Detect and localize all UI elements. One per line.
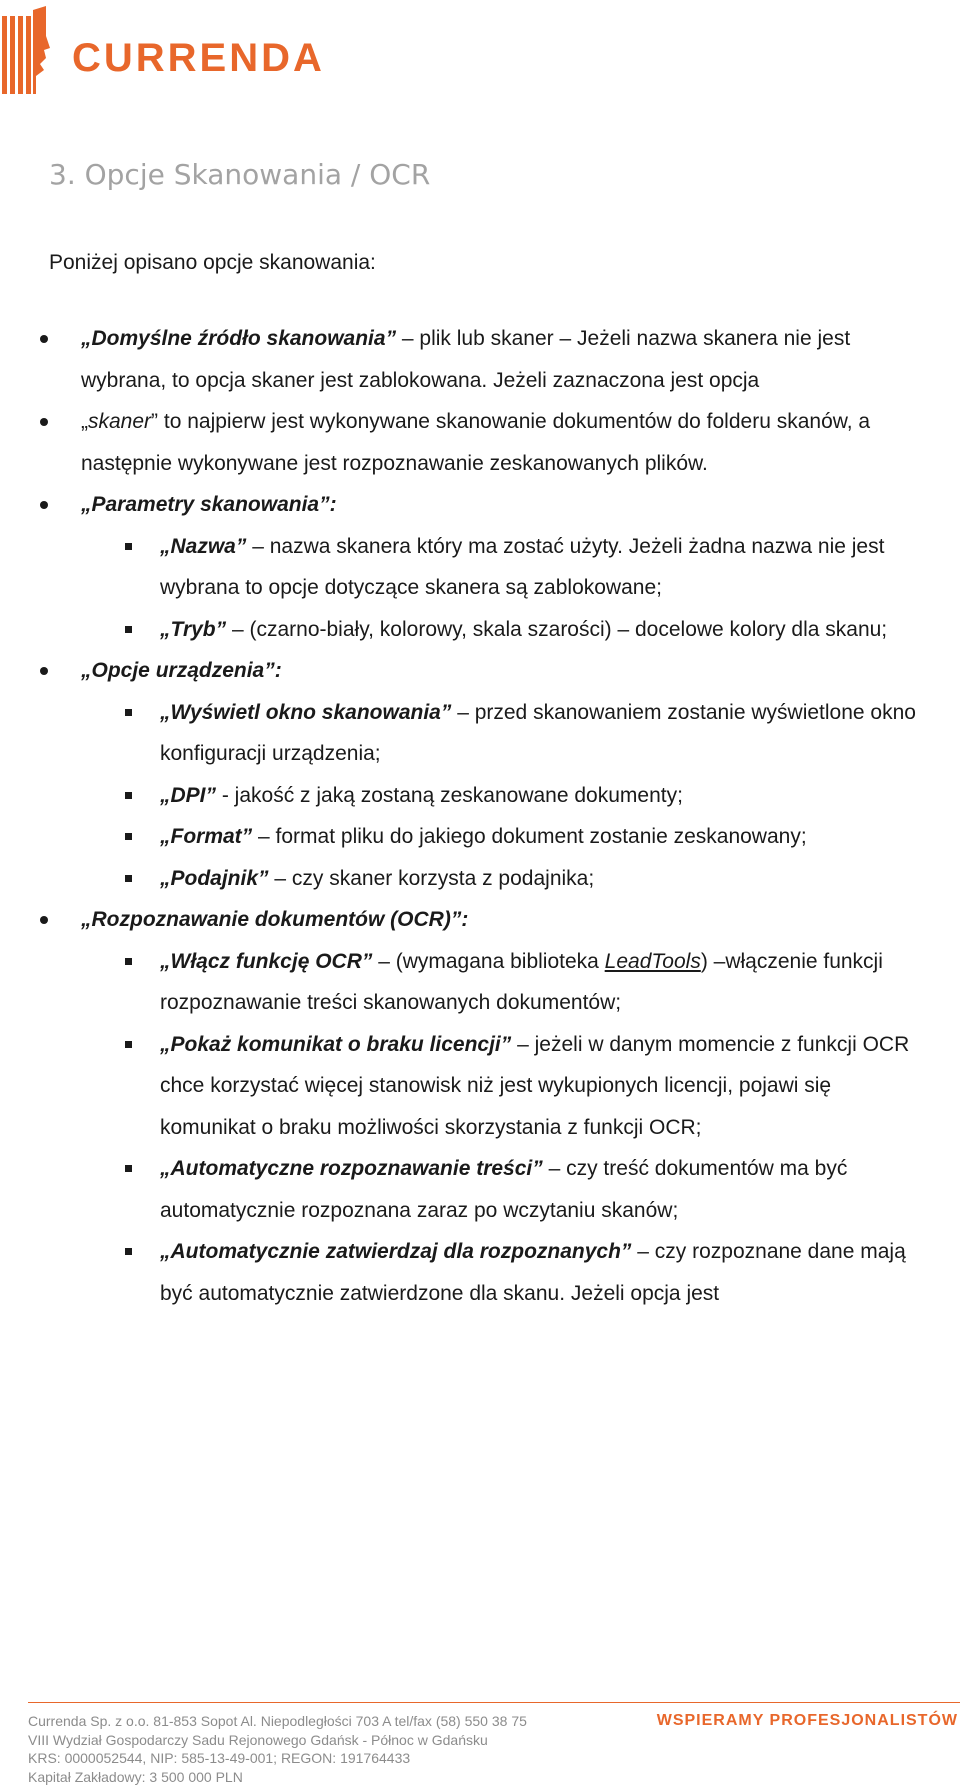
item-text: „	[81, 410, 88, 433]
footer-divider	[28, 1702, 960, 1703]
option-term: „Rozpoznawanie dokumentów (OCR)”:	[81, 908, 469, 931]
item-text: – przed skanowaniem zostanie wyświetlone okno konfiguracji urządzenia;	[160, 700, 916, 765]
square-bullet-icon	[125, 875, 132, 882]
item-text: skaner	[88, 410, 152, 433]
square-bullet-icon	[125, 1041, 132, 1048]
list-item	[0, 526, 960, 609]
square-bullet-icon	[125, 833, 132, 840]
round-bullet-icon	[40, 916, 48, 924]
list-item	[0, 401, 960, 484]
list-item	[0, 941, 960, 1024]
option-term: „DPI”	[160, 783, 217, 807]
square-bullet-icon	[125, 626, 132, 633]
square-bullet-icon	[125, 1165, 132, 1172]
brand-logo-text: CURRENDA	[72, 36, 325, 80]
list-item	[0, 1231, 960, 1314]
item-text: – (czarno-biały, kolorowy, skala szarości) – docelowe kolory dla skanu;	[226, 617, 888, 641]
item-text: – plik lub skaner – Jeżeli nazwa skanera nie jest wybrana, to opcja skaner jest zablokowana. Jeżeli zaznaczona jest opcja	[81, 327, 851, 392]
item-text: – jeżeli w danym momencie z funkcji OCR chce korzystać więcej stanowisk niż jest wykupionych licencji, pojawi się komunikat o braku możliwości skorzystania z funkcji OCR;	[160, 1032, 910, 1139]
option-term: „Automatyczne rozpoznawanie treści”	[160, 1157, 543, 1180]
round-bullet-icon	[40, 667, 48, 675]
list-item	[0, 1148, 960, 1231]
footer-line: Kapitał Zakładowy: 3 500 000 PLN	[28, 1768, 243, 1785]
section-title: 3. Opcje Skanowania / OCR	[49, 158, 431, 191]
item-text: – (wymagana biblioteka	[372, 949, 605, 973]
list-item	[0, 858, 960, 900]
item-text: ) –włączenie funkcji rozpoznawanie treści skanowanych dokumentów;	[160, 949, 883, 1014]
option-term: „Pokaż komunikat o braku licencji”	[160, 1032, 512, 1056]
round-bullet-icon	[40, 418, 48, 426]
option-term: „Wyświetl okno skanowania”	[160, 700, 452, 724]
list-item	[0, 650, 960, 692]
list-item	[0, 609, 960, 651]
item-text: - jakość z jaką zostaną zeskanowane dokumenty;	[216, 783, 683, 807]
item-text: – czy rozpoznane dane mają być automatycznie zatwierdzone dla skanu. Jeżeli opcja jest	[160, 1240, 906, 1305]
square-bullet-icon	[125, 792, 132, 799]
option-term: „Format”	[160, 825, 253, 848]
option-term: „Parametry skanowania”:	[81, 493, 337, 516]
item-text: – format pliku do jakiego dokument zostanie zeskanowany;	[252, 825, 807, 848]
footer-line: Currenda Sp. z o.o. 81-853 Sopot Al. Niepodległości 703 A tel/fax (58) 550 38 75	[28, 1713, 527, 1729]
option-term: „Domyślne źródło skanowania”	[81, 327, 397, 350]
currenda-logo-icon	[0, 6, 52, 98]
round-bullet-icon	[40, 501, 48, 509]
square-bullet-icon	[125, 543, 132, 550]
square-bullet-icon	[125, 958, 132, 965]
option-term: „Nazwa”	[160, 534, 247, 558]
square-bullet-icon	[125, 709, 132, 716]
list-item	[0, 484, 960, 526]
list-item	[0, 692, 960, 775]
list-item	[0, 775, 960, 817]
round-bullet-icon	[40, 335, 48, 343]
item-text: – czy skaner korzysta z podajnika;	[268, 866, 595, 890]
page-header	[0, 0, 960, 110]
list-item	[0, 1024, 960, 1149]
list-item	[0, 318, 960, 401]
list-item	[0, 899, 960, 941]
option-term: „Opcje urządzenia”:	[81, 659, 282, 682]
square-bullet-icon	[125, 1248, 132, 1255]
footer-line: KRS: 0000052544, NIP: 585-13-49-001; REGON: 191764433	[28, 1750, 411, 1766]
option-term: „Włącz funkcję OCR”	[160, 949, 373, 973]
footer-slogan: WSPIERAMY PROFESJONALISTÓW	[656, 1712, 958, 1729]
item-text: – czy treść dokumentów ma być automatycznie rozpoznana zaraz po wczytaniu skanów;	[160, 1157, 848, 1222]
footer-company-info	[28, 1712, 527, 1786]
item-text: LeadTools	[604, 949, 701, 973]
item-text: ” to najpierw jest wykonywane skanowanie dokumentów do folderu skanów, a następnie wykonywane jest rozpoznawanie zeskanowanych plików.	[81, 410, 871, 475]
option-term: „Tryb”	[160, 617, 227, 641]
footer-line: VIII Wydział Gospodarczy Sadu Rejonowego Gdańsk - Północ w Gdańsku	[28, 1731, 488, 1748]
list-item	[0, 816, 960, 858]
item-text: – nazwa skanera który ma zostać użyty. Jeżeli żadna nazwa nie jest wybrana to opcje dotyczące skanera są zablokowane;	[160, 534, 885, 599]
intro-text: Poniżej opisano opcje skanowania:	[49, 251, 376, 274]
option-term: „Automatycznie zatwierdzaj dla rozpoznanych”	[160, 1240, 632, 1263]
option-term: „Podajnik”	[160, 866, 269, 890]
options-list	[0, 318, 960, 1314]
